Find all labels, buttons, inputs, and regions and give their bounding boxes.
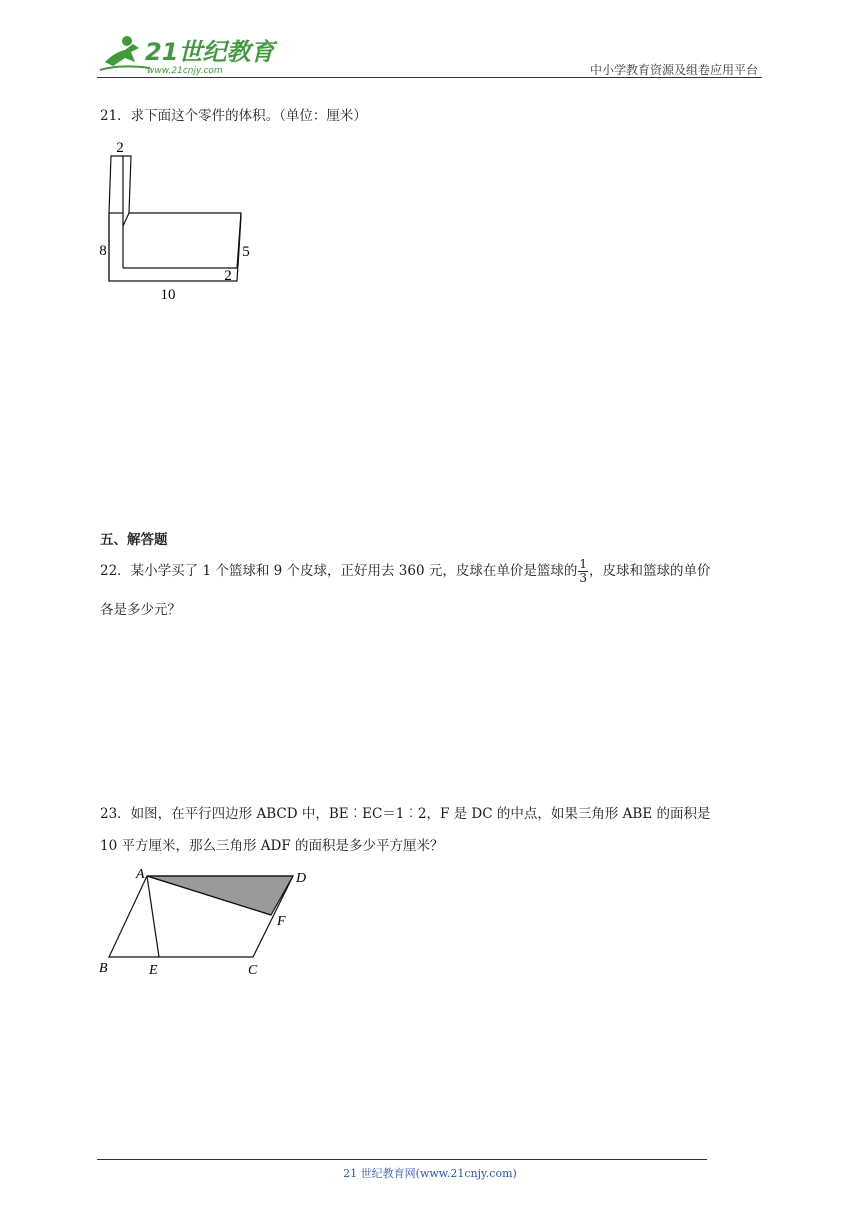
q23-line1: 23．如图，在平行四边形 ABCD 中，BE︰EC＝1︰2，F 是 DC 的中点，如果三角形 ABE 的面积是 [100,806,711,822]
q22-line1 [100,558,770,585]
q21-figure [95,138,255,303]
fraction-denominator: 3 [579,571,588,585]
q23-line2: 10 平方厘米，那么三角形 ADF 的面积是多少平方厘米？ [100,838,444,854]
q21-label-bottom: 10 [160,287,176,303]
footer-link[interactable]: 21 世纪教育网(www.21cnjy.com) [343,1167,517,1180]
q21-label-top: 2 [116,140,124,156]
shaded-triangle-adf [147,876,293,915]
q22-text-b: ，皮球和篮球的单价 [589,563,711,579]
label-d: D [296,871,307,886]
label-f: F [277,914,286,929]
q21-label-inner: 2 [224,268,232,284]
label-e: E [149,963,158,978]
logo-text: 21世纪教育 [145,38,275,66]
label-c: C [248,963,258,978]
header-divider [97,77,762,78]
runner-logo-icon [100,36,150,70]
q22-line2: 各是多少元？ [100,602,181,618]
q21-text: 21．求下面这个零件的体积。（单位：厘米） [100,108,367,124]
q21-label-left: 8 [99,243,107,259]
label-b: B [99,961,108,976]
fraction [578,558,588,585]
header-platform-text: 中小学教育资源及组卷应用平台 [589,63,758,77]
q22-text-a: 22．某小学买了 1 个篮球和 9 个皮球，正好用去 360 元，皮球在单价是篮球的 [100,563,578,579]
logo-url: www.21cnjy.com [147,66,223,76]
site-logo [95,32,275,78]
footer-divider [97,1159,707,1160]
q23-figure [95,862,325,987]
fraction-numerator: 1 [579,557,588,571]
q21-label-right: 5 [242,244,250,260]
label-a: A [136,867,145,882]
section-title: 五、解答题 [100,532,168,548]
